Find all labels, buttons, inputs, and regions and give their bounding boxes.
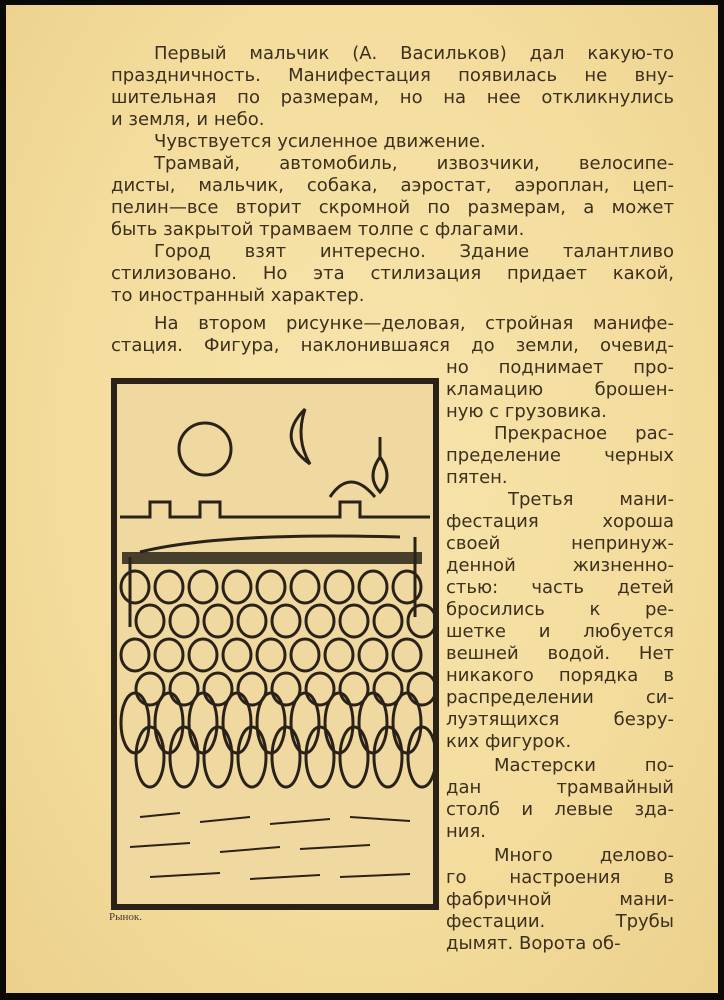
text-line: пелин—все вторит скромной по размерам, а может [111,197,674,218]
paragraph [111,43,674,131]
text-line: стилизовано. Но эта стилизация придает какой, [111,263,674,284]
paragraph [111,241,674,307]
text-line: шетке и любуется [446,621,674,642]
text-line: пятен. [446,467,508,488]
text-line: Трамвай, автомобиль, извозчики, велосипе- [154,153,674,174]
text-line: своей непринуж- [446,533,674,554]
text-line: дымят. Ворота об- [446,933,621,954]
text-line: пределение черных [446,445,674,466]
text-line: праздничность. Манифестация появилась не вну- [111,65,674,86]
text-line: и земля, и небо. [111,109,265,130]
illustration-caption: Рынок. [109,911,142,923]
text-line: Мастерски по- [494,755,674,776]
text-line: денной жизненно- [446,555,674,576]
text-line: фабричной мани- [446,889,674,910]
text-line: но поднимает про- [446,357,674,378]
text-line: стация. Фигура, наклонившаяся до земли, очевид- [111,335,674,356]
text-line: луэтящихся безру- [446,709,674,730]
text-line: стью: часть детей [446,577,674,598]
text-line: Чувствуется усиленное движение. [154,131,486,152]
illustration-market [110,377,440,913]
paragraph [111,153,674,241]
text-line: вешней водой. Нет [446,643,674,664]
text-line: ния. [446,821,487,842]
text-line: дисты, мальчик, собака, аэростат, аэроплан, цеп- [111,175,674,196]
text-line: распределении си- [446,687,674,708]
text-line: быть закрытой трамваем толпе с флагами. [111,219,525,240]
text-line: Первый мальчик (А. Васильков) дал какую-то [154,43,674,64]
text-line: Третья мани- [508,489,674,510]
text-line: дан трамвайный [446,777,674,798]
text-line: никакого порядка в [446,665,674,686]
text-line: Много делово- [494,845,674,866]
text-line: то иностранный характер. [111,285,365,306]
page [6,5,718,993]
text-line: шительная по размерам, но на нее откликнулись [111,87,674,108]
text-line: ких фигурок. [446,731,572,752]
text-line: фестация хороша [446,511,674,532]
text-line: ную с грузовика. [446,401,607,422]
text-line: фестации. Трубы [446,911,674,932]
text-line: Город взят интересно. Здание талантливо [154,241,674,262]
text-line: кламацию брошен- [446,379,674,400]
text-line: Прекрасное рас- [494,423,674,444]
paragraph [111,131,674,153]
text-line: столб и левые зда- [446,799,674,820]
text-line: На втором рисунке—деловая, стройная манифе- [154,313,674,334]
text-line: го настроения в [446,867,674,888]
text-line: бросились к ре- [446,599,674,620]
